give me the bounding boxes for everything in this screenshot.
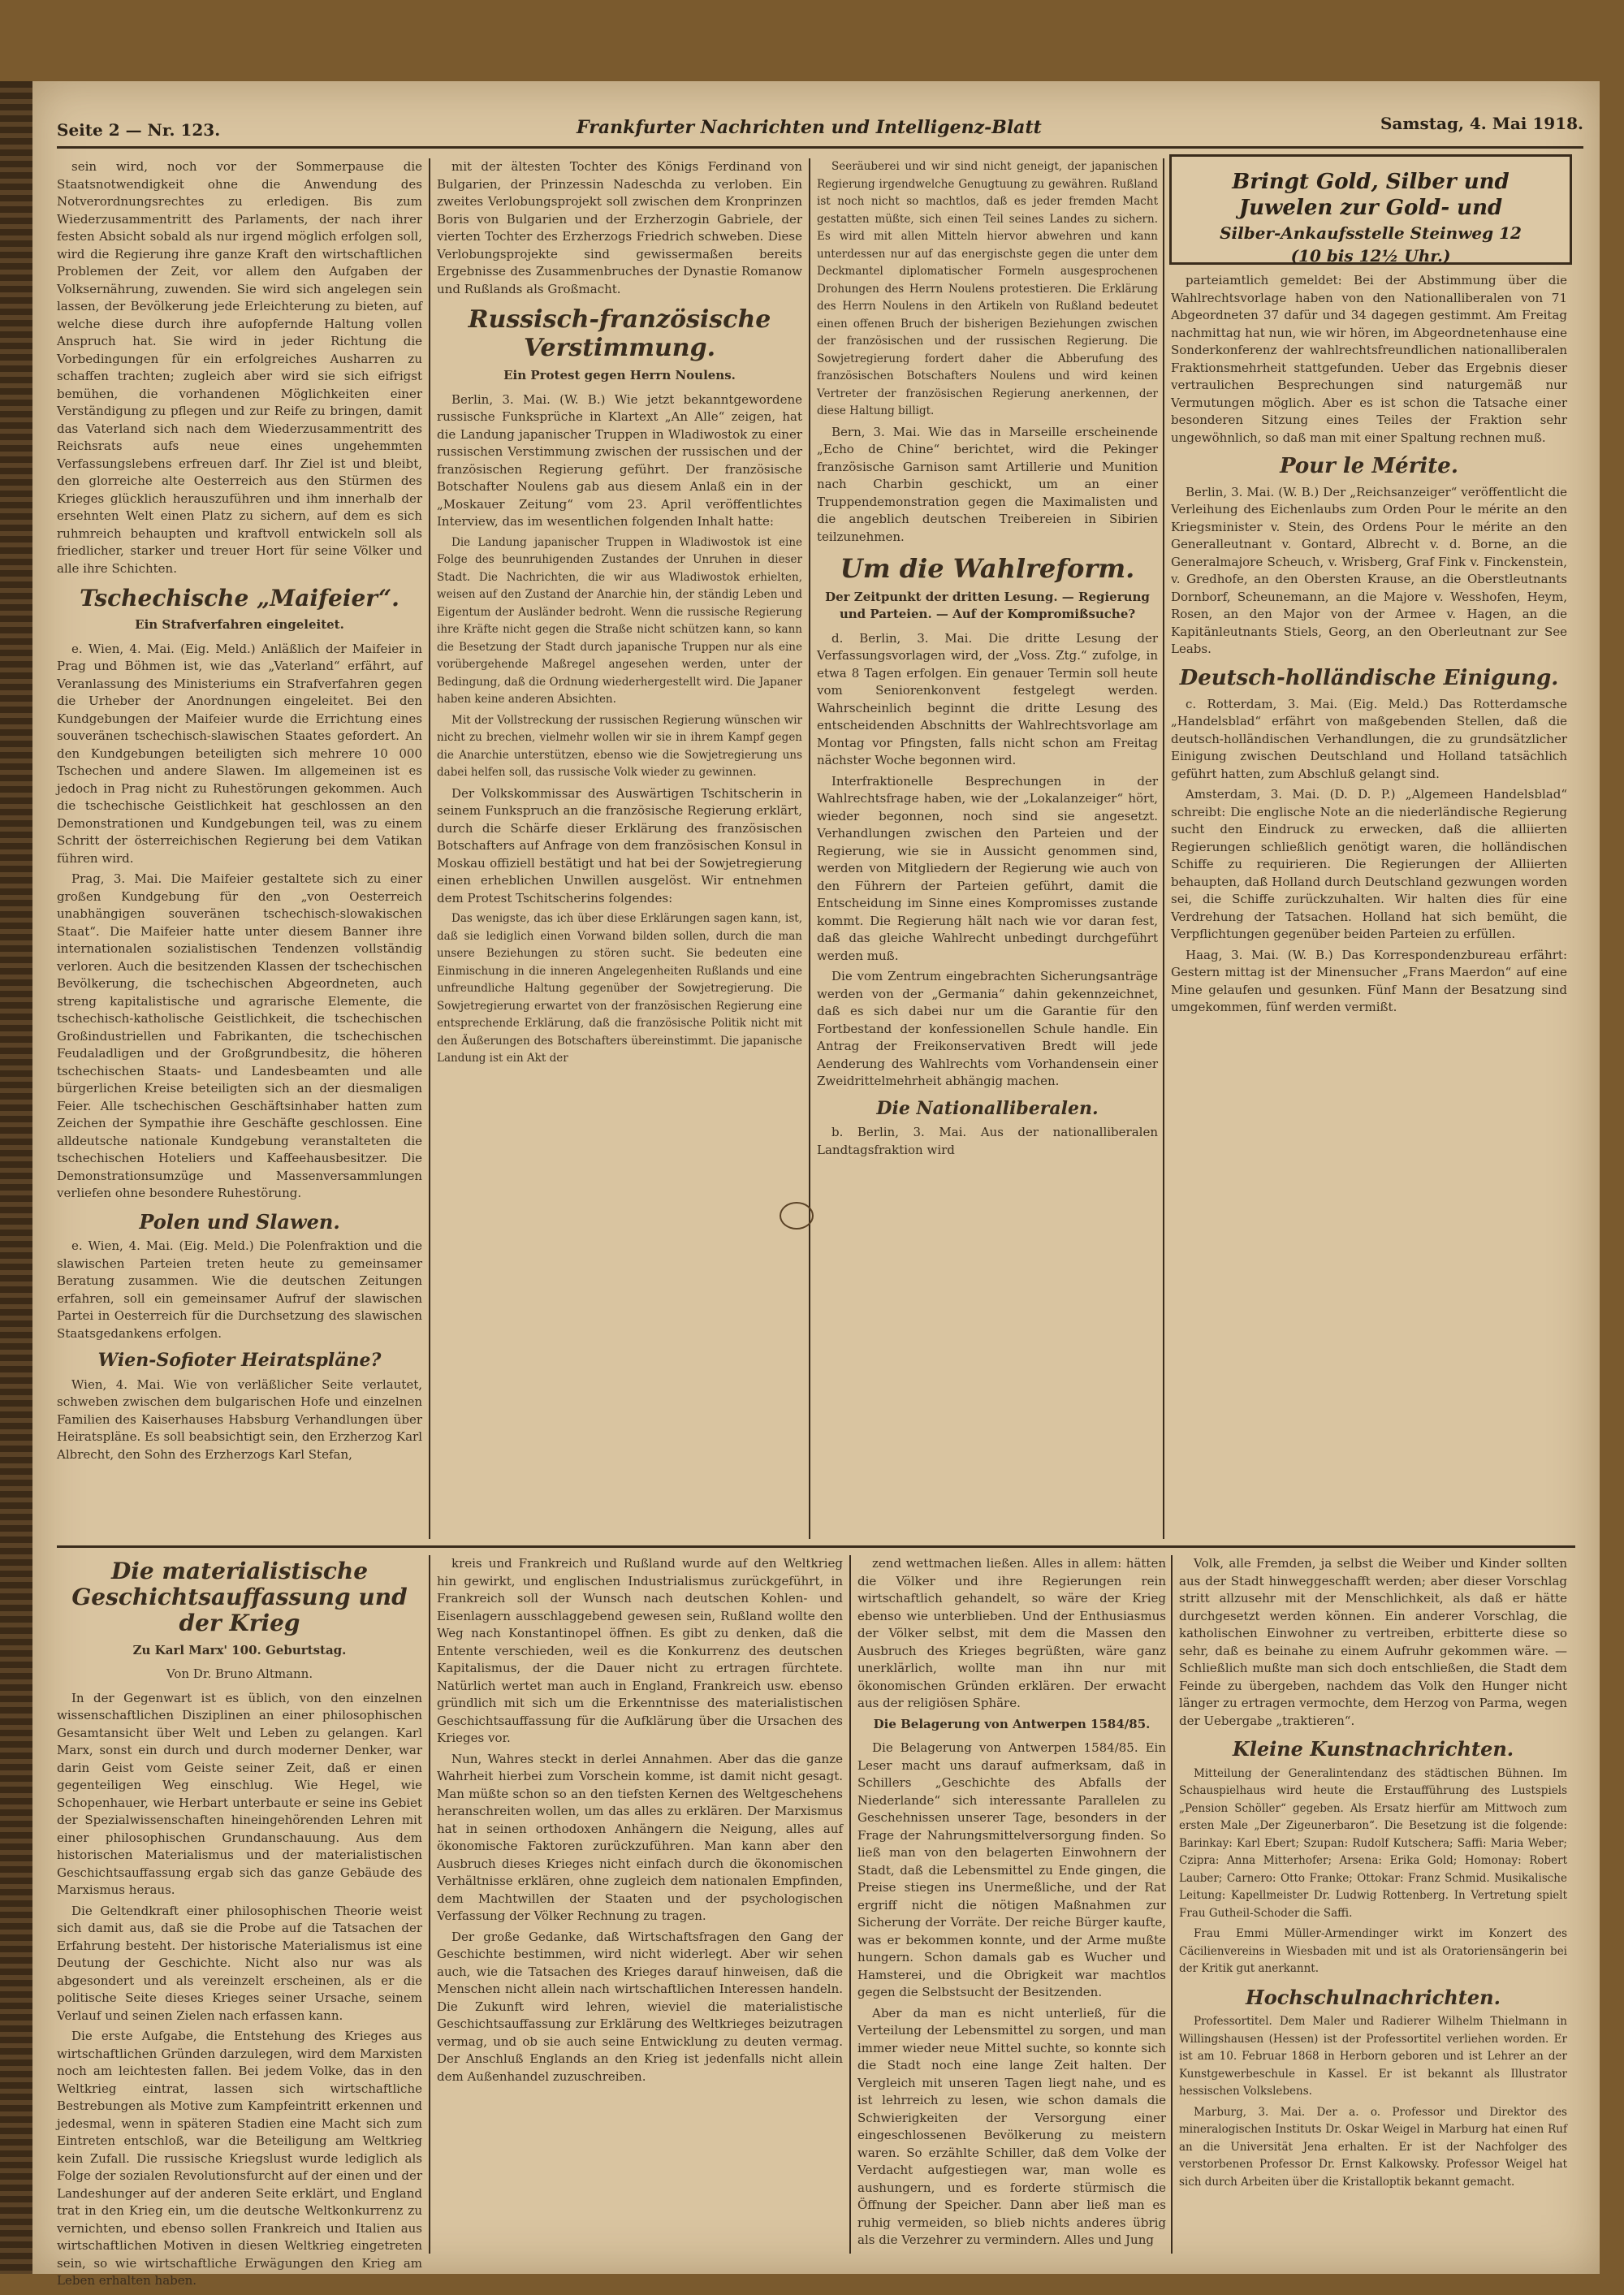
library-stamp-icon xyxy=(780,1202,814,1230)
headline-pour-le-merite: Pour le Mérite. xyxy=(1280,454,1458,478)
headline-geschichtsauffassung: Die materialistische Geschichtsauffassung und der Krieg xyxy=(71,1558,408,1637)
subheadline: Ein Strafverfahren eingeleitet. xyxy=(135,617,344,633)
article-text: parteiamtlich gemeldet: Bei der Abstimmung über die Wahlrechtsvorlage haben von den Nationalliberalen von 71 Abgeordneten 37 dafür und 34 dagegen gestimmt. Am Freitag nachmittag hat nun, wie wir hören, im Abgeordnetenhause eine Sonderkonferenz der wahlrechtsfreundlichen nationalliberalen Fraktionsmehrheit stattgefunden. Ueber das Ergebnis dieser vertraulichen Besprechungen sind naturgemäß nur Vermutungen möglich. Aber es ist schon die Tatsache einer besonderen Sitzung eines Teiles der Fraktion sehr ungewöhnlich, so daß man mit einer Spaltung rechnen muß. xyxy=(1171,273,1567,445)
article-text: Die erste Aufgabe, die Entstehung des Krieges aus wirtschaftlichen Gründen darzulegen, wird dem Marxisten noch am leichtesten fallen. Bei jedem Volke, das in den Weltkrieg eintrat, lassen sich wirtschaftliche Bestrebungen als Motive zum Kampfeintritt erkennen und jedesmal, wenn in späteren Stadien eine Macht sich zum Eintreten entschloß, war die Beteiligung am Weltkrieg kein Zufall. Die russische Kriegslust wurde lediglich als Folge der sozialen Revolutionsfurcht auf der einen und der Landeshunger auf der anderen Seite erklärt, und England trat in den Krieg ein, um die deutsche Weltkonkurrenz zu vernichten, und ebenso sollen Frankreich und Italien aus wirtschaftlichen Motiven in diesen Weltkrieg eingetreten sein, so wie wirtschaftliche Erwägungen den Krieg am Leben erhalten haben. xyxy=(57,2029,422,2289)
article-text: Mit der Vollstreckung der russischen Regierung wünschen wir nicht zu brechen, vielmehr wollen wir sie in ihrem Kampf gegen die Anarchie unterstützen, ebenso wie die Sowjetregierung uns dabei helfen soll, das russische Volk wieder zu gewinnen. xyxy=(437,713,802,779)
lower-column-1 xyxy=(57,1555,422,2289)
article-text: Frau Emmi Müller-Armendinger wirkt im Konzert des Cäcilienvereins in Wiesbaden mit und ist als Oratoriensängerin bei der Kritik gut anerkannt. xyxy=(1179,1927,1567,1976)
article-text: Interfraktionelle Besprechungen in der Wahlrechtsfrage haben, wie der „Lokalanzeiger“ hört, wieder begonnen, noch sind sie angesetzt. Verhandlungen zwischen den Parteien und der Regierung, wie sie in Aussicht genommen sind, werden von Mitgliedern der Regierung wie auch von den Führern der Parteien geführt, damit die Entscheidung im Sinne eines Kompromisses zustande kommt. Die Regierung hält nach wie vor daran fest, daß das gleiche Wahlrecht unbedingt durchgeführt werden muß. xyxy=(817,773,1158,963)
article-text: Prag, 3. Mai. Die Maifeier gestaltete sich zu einer großen Kundgebung für den „von Oesterreich unabhängigen souveränen tschechisch-slowakischen Staat“. Die Maifeier hatte unter diesem Banner ihre internationalen sozialistischen Tendenzen vollständig verloren. Auch die besitzenden Klassen der tschechischen Bevölkerung, die tschechischen Abgeordneten, auch streng kapitalistische und agrarische Elemente, die tschechisch-katholische Geistlichkeit, die tschechischen Großindustriellen und Fabrikanten, die tschechischen Feudaladligen und der Großgrundbesitz, die höheren tschechischen Staats- und Landesbeamten und alle bürgerlichen Kreise beteiligten sich an der diesmaligen Feier. Alle tschechischen Geschäftsinhaber hatten zum Zeichen der Sympathie ihre Geschäfte geschlossen. Eine alldeutsche nationale Kundgebung veranstalteten die tschechischen Hoteliers und Kaffeehausbesitzer. Die Demonstrationsumzüge und Massenversammlungen verliefen ohne besondere Ruhestörung. xyxy=(57,871,422,1201)
headline-polen: Polen und Slawen. xyxy=(139,1209,340,1234)
page-number: Seite 2 — Nr. 123. xyxy=(57,120,221,140)
column-4 xyxy=(1171,272,1567,1539)
article-text: Seeräuberei und wir sind nicht geneigt, der japanischen Regierung irgendwelche Genugtuung zu gewähren. Rußland ist noch nicht so machtlos, daß es jeder fremden Macht gestatten müßte, sich einen Teil seines Landes zu sichern. Es wird mit allen Mitteln hiervor abwehren und kann unterdessen nur auf das energischste gegen die unter dem Deckmantel diplomatischer Formeln ausgesprochenen Drohungen des Herrn Noulens protestieren. Die Erklärung des Herrn Noulens in den Artikeln von Rußland bedeutet einen offenen Bruch der bisherigen Beziehungen zwischen der französischen und der russischen Regierung. Die Sowjetregierung fordert daher die Abberufung des französischen Botschafters Noulens und wird keinen Vertreter der französischen Regierung anerkennen, der diese Haltung billigt. xyxy=(817,160,1158,417)
section-divider xyxy=(57,1545,1575,1548)
article-text: Der große Gedanke, daß Wirtschaftsfragen den Gang der Geschichte bestimmen, wird nicht widerlegt. Aber wir sehen auch, wie die Tatsachen des Krieges darauf hinweisen, daß die Menschen nicht allein nach wirtschaftlichen Interessen handeln. Die Zukunft wird lehren, wieviel die materialistische Geschichtsauffassung zur Erklärung des Weltkrieges beizutragen vermag, und ob sie auch seine Entwicklung zu deuten vermag. Der Anschluß Englands an den Krieg ist jedenfalls nicht allein dem Außenhandel zuzuschreiben. xyxy=(437,1929,843,2084)
subheadline: Die Belagerung von Antwerpen 1584/85. xyxy=(873,1716,1151,1731)
article-text: Wien, 4. Mai. Wie von verläßlicher Seite verlautet, schweben zwischen dem bulgarischen Hofe und einzelnen Familien des Kaiserhauses Habsburg Verhandlungen über Heiratspläne. Es soll beabsichtigt sein, den Erzherzog Karl Albrecht, den Sohn des Erzherzogs Karl Stefan, xyxy=(57,1377,422,1462)
article-text: Amsterdam, 3. Mai. (D. D. P.) „Algemeen Handelsblad“ schreibt: Die englische Note an die niederländische Regierung sucht den Eindruck zu erwecken, daß die alliierten Regierungen schließlich genötigt waren, die holländischen Schiffe zu requirieren. Die Regierungen der Alliierten behaupten, daß Holland durch Deutschland gezwungen worden sei, die Schiffe zurückzuhalten. Wir halten dies für eine Verdrehung der Tatsachen. Holland hat sich bemüht, die Verpflichtungen gegenüber beiden Parteien zu erfüllen. xyxy=(1171,787,1567,942)
article-text: kreis und Frankreich und Rußland wurde auf den Weltkrieg hin gewirkt, und englischen Industrialismus zurückgeführt, in Frankreich soll der Wunsch nach deutschen Kohlen- und Eisenlagern ausschlaggebend gewesen sein, Rußland wollte den Weg nach Konstantinopel öffnen. Es gibt zu denken, daß die Entente verschieden, weil es die Konkurrenz des deutschen Kapitalismus, der die Dauer nicht zu ertragen fürchtete. Natürlich wertet man auch in England, Frankreich usw. ebenso gründlich mit sich um die Erkenntnisse des materialistischen Geschichtsauffassung für die Aufklärung über die Ursachen des Krieges vor. xyxy=(437,1556,843,1745)
masthead: Frankfurter Nachrichten und Intelligenz-Blatt xyxy=(577,117,1042,138)
article-text: Berlin, 3. Mai. (W. B.) Wie jetzt bekanntgewordene russische Funksprüche in Klartext „An Alle“ zeigen, hat die Landung japanischer Truppen in Wladiwostok zu einer russischen Verstimmung zwischen der russischen und der französischen Regierung geführt. Der französische Botschafter Noulens gab aus diesem Anlaß ein in der „Moskauer Zeitung“ vom 23. April veröffentlichtes Interview, das im wesentlichen folgenden Inhalt hatte: xyxy=(437,391,802,529)
article-text: Die vom Zentrum eingebrachten Sicherungsanträge werden von der „Germania“ dahin gekennzeichnet, daß es sich dabei nur um die Garantie für den Fortbestand der konfessionellen Schule handle. Ein Antrag der Freikonservativen Bredt will jede Aenderung des Wahlrechts vom Vorhandensein einer Zweidrittelmehrheit abhängig machen. xyxy=(817,969,1158,1089)
lower-column-3 xyxy=(857,1555,1166,2254)
article-text: e. Wien, 4. Mai. (Eig. Meld.) Anläßlich der Maifeier in Prag und Böhmen ist, wie das „Vaterland“ erfährt, auf Veranlassung des Ministeriums ein Strafverfahren gegen die Urheber der Anordnungen eingeleitet. Bei den Kundgebungen der Maifeier wurde die Errichtung eines souveränen tschechisch-slawischen Staates gefordert. An den Kundgebungen beteiligten sich mehrere 10 000 Tschechen und andere Slawen. Im allgemeinen ist es jedoch in Prag nicht zu Ruhestörungen gekommen. Auch die tschechische Geistlichkeit hat geschlossen an den Demonstrationen und Kundgebungen teil, was zu einem Schritt der österreichischen Regierung bei dem Vatikan führen wird. xyxy=(57,641,422,866)
article-text: Nun, Wahres steckt in derlei Annahmen. Aber das die ganze Wahrheit hierbei zum Vorschein komme, ist damit nicht gesagt. Man müßte schon so an den tiefsten Kernen des Weltgeschehens heranschreiten wollen, um das alles zu erklären. Der Marxismus hat in seinen orthodoxen Anhängern die Neigung, alles auf ökonomische Faktoren zurückzuführen. Man kann aber den Ausbruch dieses Krieges nicht einfach durch die ökonomischen Verhältnisse erklären, ohne zugleich dem nationalen Empfinden, dem Machtwillen der Staaten und der psychologischen Verfassung der Völker Rechnung zu tragen. xyxy=(437,1751,843,1923)
subheadline: Ein Protest gegen Herrn Noulens. xyxy=(503,368,736,382)
headline-wahlreform: Um die Wahlreform. xyxy=(840,553,1135,584)
headline-deutsch-hollaendisch: Deutsch-holländische Einigung. xyxy=(1179,665,1559,690)
column-2 xyxy=(437,158,802,1539)
article-text: b. Berlin, 3. Mai. Aus der nationalliberalen Landtagsfraktion wird xyxy=(817,1125,1158,1157)
column-1 xyxy=(57,158,422,1539)
column-divider xyxy=(1163,158,1164,1539)
headline-hochschulnachrichten: Hochschulnachrichten. xyxy=(1246,1985,1501,2009)
ad-line-2: Juwelen zur Gold- und xyxy=(1238,196,1503,220)
article-text: zend wettmachen ließen. Alles in allem: hätten die Völker und ihre Regierungen rein wirtschaftlich gehandelt, so wäre der Krieg ebenso wie unterblieben. Und der Enthusiasmus der Völker selbst, mit dem die Massen den Ausbruch des Krieges begrüßten, wäre ganz unerklärlich, wollte man ihn nur mit ökonomischen Gründen erklären. Der erwacht aus der religiösen Sphäre. xyxy=(857,1556,1166,1710)
article-text: Bern, 3. Mai. Wie das in Marseille erscheinende „Echo de Chine“ berichtet, wird die Pekinger französische Garnison samt Artillerie und Munition nach Charbin geschickt, um an einer Truppendemonstration gegen die Maximalisten und die angeblich deutschen Treibereien in Sibirien teilzunehmen. xyxy=(817,424,1158,544)
column-divider xyxy=(849,1555,851,2254)
article-text: d. Berlin, 3. Mai. Die dritte Lesung der Verfassungsvorlagen wird, der „Voss. Ztg.“ zufolge, in etwa 8 Tagen erfolgen. Ein genauer Termin soll heute vom Seniorenkonvent festgelegt werden. Wahrscheinlich beginnt die dritte Lesung des entscheidenden Abschnitts der Wahlrechtsvorlage am Montag vor Pfingsten, falls nicht schon am Freitag nächster Woche begonnen wird. xyxy=(817,630,1158,768)
gold-purchase-ad xyxy=(1169,154,1572,265)
subheadline: Der Zeitpunkt der dritten Lesung. — Regierung und Parteien. — Auf der Kompromißsuche? xyxy=(825,589,1150,622)
article-text: mit der ältesten Tochter des Königs Ferdinand von Bulgarien, der Prinzessin Nadeschda zu verloben. Ein zweites Verlobungsprojekt soll zwischen dem Kronprinzen Boris von Bulgarien und der Erzherzogin Gabriele, der vierten Tochter des Erzherzogs Friedrich schweben. Diese Verlobungsprojekte sind gewissermaßen bereits Ergebnisse des Zusammenbruches der Dynastie Romanow und Rußlands als Großmacht. xyxy=(437,159,802,296)
headline-heiratsplaene: Wien-Sofioter Heiratspläne? xyxy=(97,1350,382,1372)
article-text: Professortitel. Dem Maler und Radierer Wilhelm Thielmann in Willingshausen (Hessen) ist der Professortitel verliehen worden. Er ist am 10. Februar 1868 in Herborn geboren und ist Lehrer an der Kunstgewerbeschule in Kassel. Er ist bekannt als Illustrator hessischen Volkslebens. xyxy=(1179,2015,1567,2098)
column-divider xyxy=(429,1555,430,2254)
article-text: e. Wien, 4. Mai. (Eig. Meld.) Die Polenfraktion und die slawischen Parteien treten heute zu gemeinsamer Beratung zusammen. Wie die deutschen Zeitungen erfahren, soll ein gemeinsamer Aufruf der slawischen Partei in Oesterreich für die Durchsetzung des slawischen Staatsgedankens erfolgen. xyxy=(57,1238,422,1341)
article-text: Die Geltendkraft einer philosophischen Theorie weist sich damit aus, daß sie die Probe auf die Tatsachen der Erfahrung besteht. Der historische Materialismus ist eine Deutung der Geschichte. Nicht also nur was als abgesondert und als vereinzelt erscheinen, als er die politische Seite dieses Krieges seiner Ursache, seinem Verlauf und seinen Zielen nach erfassen kann. xyxy=(57,1903,422,2023)
article-text: Die Belagerung von Antwerpen 1584/85. Ein Leser macht uns darauf aufmerksam, daß in Schillers „Geschichte des Abfalls der Niederlande“ sich interessante Parallelen zu Geschehnissen unserer Tage, besonders in der Frage der Nahrungsmittelversorgung finden. So ließ man von den belagerten Einwohnern der Stadt, daß die Lebensmittel zu Ende gingen, die Preise stiegen ins Unermeßliche, und der Rat ergriff nicht die nötigen Maßnahmen zur Sicherung der Vorräte. Der reiche Bürger kaufte, was er bekommen konnte, und der Arme mußte hungern. Schon damals gab es Wucher und Hamsterei, und die Obrigkeit war machtlos gegen die Selbstsucht der Besitzenden. xyxy=(857,1740,1166,1999)
column-divider xyxy=(1171,1555,1173,2254)
article-text: c. Rotterdam, 3. Mai. (Eig. Meld.) Das Rotterdamsche „Handelsblad“ erfährt von maßgebenden Stellen, daß die deutsch-holländischen Verhandlungen, die zu grundsätzlicher Einigung zwischen Deutschland und Holland tatsächlich geführt hatten, zum Abschluß gelangt sind. xyxy=(1171,696,1567,781)
article-text: Marburg, 3. Mai. Der a. o. Professor und Direktor des mineralogischen Instituts Dr. Oskar Weigel in Marburg hat einen Ruf an die Universität Jena erhalten. Er ist der Nachfolger des verstorbenen Professor Dr. Ernst Kalkowsky. Professor Weigel hat sich durch Arbeiten über die Kristalloptik bekannt gemacht. xyxy=(1179,2105,1567,2189)
article-text: sein wird, noch vor der Sommerpause die Staatsnotwendigkeit ohne die Anwendung des Notverordnungsrechtes zu erledigen. Bis zum Wiederzusammentritt des Parlaments, der nach ihrer festen Absicht sobald als nur irgend möglich erfolgen soll, wird die Regierung ihre ganze Kraft den wirtschaftlichen Problemen der Zeit, vor allem den Aufgaben der Volksernährung, zuwenden. Sie wird sich angelegen sein lassen, der Bevölkerung jede Erleichterung zu bieten, auf welche diese durch ihre aufopfernde Haltung vollen Anspruch hat. Sie wird in jeder Richtung die Vorbedingungen für ein erfolgreiches Ausharren zu schaffen trachten; zugleich aber wird sie sich eifrigst bemühen, die vorhandenen Möglichkeiten einer Verständigung zu pflegen und zur Reife zu bringen, damit das Vaterland sich nach dem Wiederzusammentritt des Reichsrats aufs neue eines ungehemmten Verfassungslebens erfreuen darf. Ihr Ziel ist und bleibt, den glorreiche alte Oesterreich aus den Stürmen des Krieges glücklich herauszuführen und ihm innerhalb der ersehnten Welt einen Platz zu sichern, auf dem es sich ruhmreich behaupten und kraftvoll entwickeln soll als friedlicher, starker und treuer Hort für seine Völker und alle ihre Schichten. xyxy=(57,159,422,576)
article-text: Haag, 3. Mai. (W. B.) Das Korrespondenzbureau erfährt: Gestern mittag ist der Minensucher „Frans Maerdon“ auf eine Mine gelaufen und gesunken. Fünf Mann der Besatzung sind umgekommen, fünf werden vermißt. xyxy=(1171,947,1567,1015)
article-text: Aber da man es nicht unterließ, für die Verteilung der Lebensmittel zu sorgen, und man immer wieder neue Mittel suchte, so konnte sich die Stadt noch eine lange Zeit halten. Der Vergleich mit unseren Tagen liegt nahe, und es ist lehrreich zu lesen, wie schon damals die Schwierigkeiten der Versorgung einer eingeschlossenen Bevölkerung zu meistern waren. So erzählte Schiller, daß dem Volke der Verdacht aufgestiegen war, man wolle es aushungern, und es forderte stürmisch die Öffnung der Speicher. Dann aber ließ man es ruhig vermeiden, so blieb nichts anderes übrig als die Verzehrer zu vermindern. Alles und Jung xyxy=(857,2005,1166,2247)
article-text: Berlin, 3. Mai. (W. B.) Der „Reichsanzeiger“ veröffentlicht die Verleihung des Eichenlaubs zum Orden Pour le mérite an den Kriegsminister v. Stein, des Ordens Pour le mérite an den Generalleutnant v. Gontard, Albrecht v. d. Borne, an die Generalmajore Scheuch, v. Wrisberg, Graf Fink v. Finckenstein, v. Gredhofe, an den Obersten Krause, an die Oberstleutnants Dornborf, Scheunemann, an die Majore v. Wesshofen, Heym, Rosen, an den Major von der Armee v. Hagen, an die Kapitänleutnants Stiels, Georg, an den Oberleutnant zur See Leabs. xyxy=(1171,484,1567,657)
ad-line-3: Silber-Ankaufsstelle Steinweg 12 xyxy=(1220,223,1522,243)
subheadline: Zu Karl Marx' 100. Geburtstag. xyxy=(132,1642,347,1658)
lower-column-2 xyxy=(437,1555,843,2254)
ad-line-4: (10 bis 12½ Uhr.) xyxy=(1290,246,1451,266)
article-text: Volk, alle Fremden, ja selbst die Weiber und Kinder sollten aus der Stadt hinweggeschafft werden; aber dieser Vorschlag stritt allzusehr mit der Menschlichkeit, als daß er hätte durchgesetzt werden können. Ein anderer Vorschlag, die katholischen Einwohner zu vertreiben, erbitterte diese so sehr, daß es beinahe zu einem Aufruhr gekommen wäre. — Schließlich mußte man sich doch entschließen, die Stadt dem Feinde zu übergeben, nachdem das Volk den Hunger nicht länger zu ertragen vermochte, dem Herzog von Parma, wegen der Uebergabe „traktieren“. xyxy=(1179,1556,1567,1728)
lower-column-4 xyxy=(1179,1555,1567,2254)
page-date: Samstag, 4. Mai 1918. xyxy=(1380,114,1583,133)
article-text: Der Volkskommissar des Auswärtigen Tschitscherin in seinem Funkspruch an die französische Regierung erklärt, durch die Schärfe dieser Erklärung des französischen Botschafters auf Anfrage von dem französischen Konsul in Moskau offiziell bestätigt und hat bei der Sowjetregierung einen erheblichen Unwillen ausgelöst. Wir entnehmen dem Protest Tschitscherins folgendes: xyxy=(437,785,802,905)
headline-verstimmung: Russisch-französische Verstimmung. xyxy=(468,305,771,362)
headline-nationalliberalen: Die Nationalliberalen. xyxy=(876,1097,1099,1119)
column-3 xyxy=(817,158,1158,1539)
page-header xyxy=(57,114,1583,149)
ad-line-1: Bringt Gold, Silber und xyxy=(1232,170,1510,194)
byline: Von Dr. Bruno Altmann. xyxy=(166,1666,313,1682)
book-binding xyxy=(0,81,32,2274)
article-text: Das wenigste, das ich über diese Erklärungen sagen kann, ist, daß sie lediglich einen Vorwand bilden sollen, durch die man unsere Beziehungen zu stören sucht. Sie bedeuten eine Einmischung in die inneren Angelegenheiten Rußlands und eine unfreundliche Haltung gegenüber der Sowjetregierung. Die Sowjetregierung erwartet von der französischen Regierung eine entsprechende Erklärung, daß die französische Politik nicht mit den Äußerungen des Botschafters übereinstimmt. Die japanische Landung ist ein Akt der xyxy=(437,912,802,1065)
column-divider xyxy=(809,158,810,1539)
article-text: Die Landung japanischer Truppen in Wladiwostok ist eine Folge des beunruhigenden Zustandes der Unruhen in dieser Stadt. Die Nachrichten, die wir aus Wladiwostok erhielten, weisen auf den Zustand der Anarchie hin, der ständig Leben und Eigentum der Ausländer bedroht. Wenn die russische Regierung ihre Kräfte nicht gegen die Straße nicht schützen kann, so kann die Besetzung der Stadt durch japanische Truppen nur als eine vorübergehende Maßregel angesehen werden, unter der Bedingung, daß die Ordnung wiederhergestellt wird. Die Japaner haben keine anderen Absichten. xyxy=(437,535,802,706)
article-text: In der Gegenwart ist es üblich, von den einzelnen wissenschaftlichen Disziplinen an einer philosophischen Gesamtansicht über Welt und Leben zu gelangen. Karl Marx, sonst ein durch und durch moderner Denker, war darin Geist vom Geiste seiner Zeit, daß er einen gegenteiligen Weg einschlug. Wie Hegel, wie Schopenhauer, wie Herbart unterbaute er seine ins Gebiet der Spezialwissenschaften hineingehörenden Lehren mit einer philosophischen Grundanschauung. Aus dem historischen Materialismus und der materialistischen Geschichtsauffassung ergab sich das ganze Gebäude des Marxismus heraus. xyxy=(57,1690,422,1898)
headline-kunstnachrichten: Kleine Kunstnachrichten. xyxy=(1232,1737,1514,1761)
article-text: Mitteilung der Generalintendanz des städtischen Bühnen. Im Schauspielhaus wird heute die Erstaufführung des Lustspiels „Pension Schöller“ gegeben. Als Ersatz hierfür am Mittwoch zum ersten Male „Der Zigeunerbaron“. Die Besetzung ist die folgende: Barinkay: Karl Ebert; Szupan: Rudolf Kutschera; Saffi: Maria Weber; Czipra: Anna Mitterhofer; Arsena: Erika Gold; Homonay: Robert Lauber; Carnero: Otto Franke; Ottokar: Franz Schmid. Musikalische Leitung: Kapellmeister Dr. Ludwig Rottenberg. In Vertretung spielt Frau Gutheil-Schoder die Saffi. xyxy=(1179,1766,1567,1920)
column-divider xyxy=(429,158,430,1539)
headline-maifeier: Tschechische „Maifeier“. xyxy=(80,585,400,612)
